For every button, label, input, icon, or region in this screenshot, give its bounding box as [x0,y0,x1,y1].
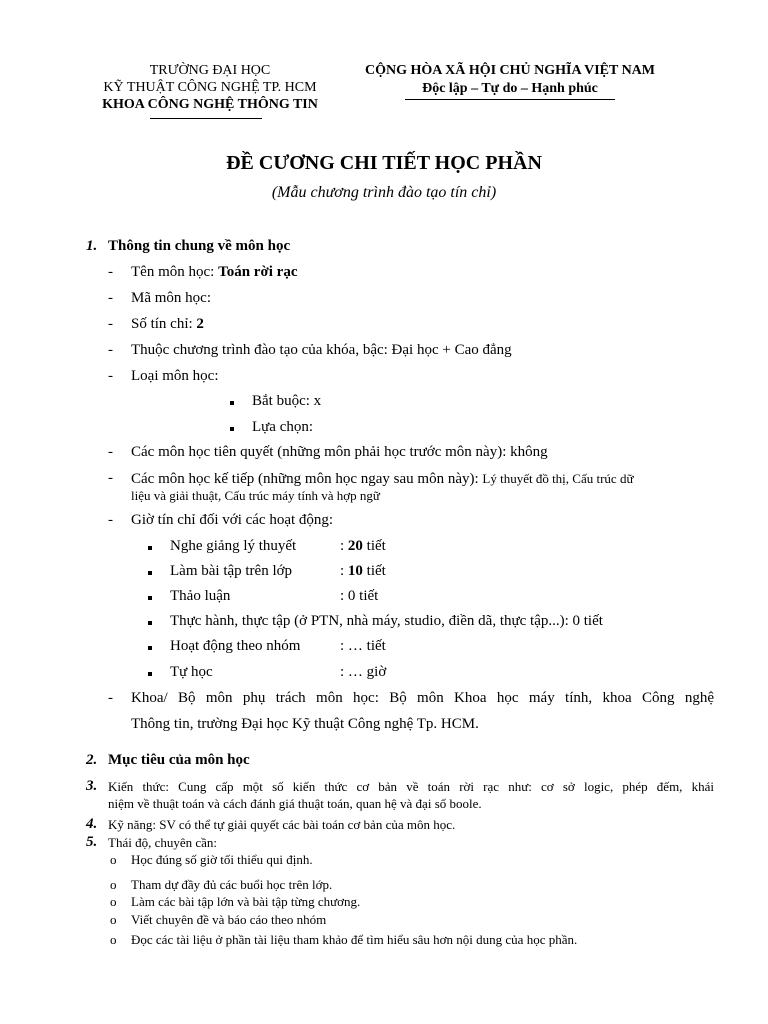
square-bullet [148,571,152,575]
faculty-name: KHOA CÔNG NGHỆ THÔNG TIN [102,97,318,112]
hours-exercise-value: : 10 tiết [340,563,386,579]
left-header-underline [150,118,262,119]
credits-value: 2 [196,316,204,332]
course-name-label: Tên môn học: [131,264,219,280]
dash-bullet: - [108,470,113,486]
course-code-label: Mã môn học: [131,290,211,306]
square-bullet [230,401,234,405]
hours-discussion-value: : 0 tiết [340,588,379,604]
department-line2: Thông tin, trường Đại học Kỹ thuật Công nghệ Tp. HCM. [131,716,479,732]
attitude-item: Tham dự đầy đủ các buổi học trên lớp. [131,877,333,892]
circle-bullet: o [110,932,117,947]
document-title: ĐỀ CƯƠNG CHI TIẾT HỌC PHẦN [226,152,542,174]
motto: Độc lập – Tự do – Hạnh phúc [422,81,598,96]
credit-hours-label: Giờ tín chỉ đối với các hoạt động: [131,512,334,528]
dash-bullet: - [108,690,113,706]
section3-text-line1: Kiến thức: Cung cấp một số kiến thức cơ bản về toán rời rạc như: cơ sở logic, phép đếm, khái [108,779,714,794]
hours-discussion-label: Thảo luận [170,588,231,604]
circle-bullet: o [110,877,117,892]
section4-text: Kỹ năng: SV có thể tự giải quyết các bài toán cơ bản của môn học. [108,817,456,832]
next-courses-label: Các môn học kế tiếp (những môn học ngay sau môn này): [131,471,483,487]
square-bullet [148,596,152,600]
hours-self-label: Tự học [170,664,213,680]
prerequisites: Các môn học tiên quyết (những môn phải học trước môn này): không [131,444,548,460]
section1-heading: Thông tin chung về môn học [108,238,291,254]
dash-bullet: - [108,512,113,528]
attitude-item: Đọc các tài liệu ở phần tài liệu tham khảo để tìm hiểu sâu hơn nội dung của học phần. [131,932,578,947]
attitude-item: Viết chuyên đề và báo cáo theo nhóm [131,912,327,927]
square-bullet [230,427,234,431]
square-bullet [148,621,152,625]
section2-heading: Mục tiêu của môn học [108,752,250,768]
attitude-item: Học đúng số giờ tối thiểu qui định. [131,852,313,867]
section3-text-line2: niệm về thuật toán và cách đánh giá thuật toán, quan hệ và đại số boole. [108,796,482,811]
hours-self-value: : … giờ [340,664,387,680]
circle-bullet: o [110,894,117,909]
hours-lecture-label: Nghe giảng lý thuyết [170,538,297,554]
square-bullet [148,672,152,676]
hours-exercise-label: Làm bài tập trên lớp [170,563,293,579]
dash-bullet: - [108,444,113,460]
circle-bullet: o [110,852,117,867]
hours-practice: Thực hành, thực tập (ở PTN, nhà máy, studio, điền dã, thực tập...): 0 tiết [170,613,603,629]
attitude-item: Làm các bài tập lớn và bài tập từng chương. [131,894,361,909]
square-bullet [148,646,152,650]
course-name-value: Toán rời rạc [218,264,298,280]
program-info: Thuộc chương trình đào tạo của khóa, bậc: Đại học + Cao đẳng [131,342,512,358]
section1-number: 1. [86,238,98,254]
circle-bullet: o [110,912,117,927]
section5-text: Thái độ, chuyên cần: [108,835,218,850]
section5-number: 5. [86,834,98,850]
credits-label: Số tín chỉ: [131,316,197,332]
dash-bullet: - [108,316,113,332]
dash-bullet: - [108,368,113,384]
course-type-label: Loại môn học: [131,368,219,384]
credits [131,316,204,333]
hours-lecture-value: : 20 tiết [340,538,386,554]
dash-bullet: - [108,264,113,280]
school-name-line1: TRƯỜNG ĐẠI HỌC [149,63,271,78]
square-bullet [148,546,152,550]
right-header-underline [405,99,615,100]
dash-bullet: - [108,342,113,358]
department-line1: Khoa/ Bộ môn phụ trách môn học: Bộ môn Khoa học máy tính, khoa Công nghệ [131,690,714,706]
section2-number: 2. [86,752,98,768]
course-type-required: Bắt buộc: x [252,393,322,409]
course-name [131,264,298,281]
hours-group-label: Hoạt động theo nhóm [170,638,301,654]
dash-bullet: - [108,290,113,306]
republic-title: CỘNG HÒA XÃ HỘI CHỦ NGHĨA VIỆT NAM [364,63,655,78]
school-name-line2: KỸ THUẬT CÔNG NGHỆ TP. HCM [103,80,317,95]
next-courses-value-2: liệu và giải thuật, Cấu trúc máy tính và hợp ngữ [131,488,380,503]
next-courses-value-1: Lý thuyết đồ thị, Cấu trúc dữ [482,471,634,486]
next-courses [131,470,634,488]
hours-group-value: : … tiết [340,638,386,654]
section3-number: 3. [86,778,98,794]
section4-number: 4. [86,816,98,832]
document-subtitle: (Mẫu chương trình đào tạo tín chỉ) [271,184,497,201]
course-type-elective: Lựa chọn: [252,419,314,435]
